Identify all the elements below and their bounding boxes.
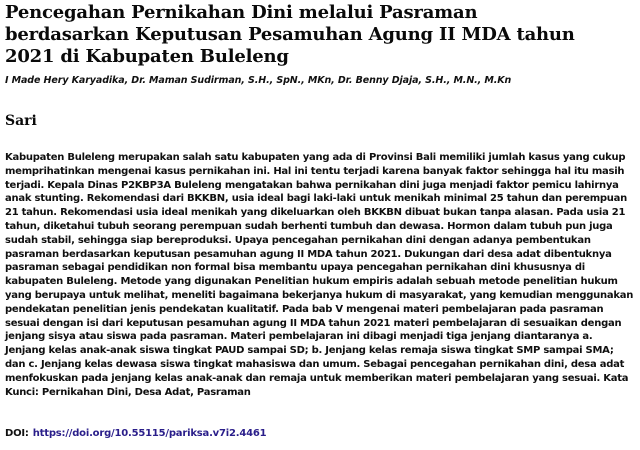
page-title: Pencegahan Pernikahan Dini melalui Pasraman berdasarkan Keputusan Pesamuhan Agung II MDA tahun 2021 di Kabupaten Buleleng — [5, 2, 575, 67]
doi-link[interactable]: https://doi.org/10.55115/pariksa.v7i2.4461 — [32, 428, 267, 439]
abstract-text: Kabupaten Buleleng merupakan salah satu kabupaten yang ada di Provinsi Bali memiliki jumlah kasus yang cukup memprihatinkan mengenai kasus pernikahan ini. Hal ini tentu terjadi karena banyak faktor sehingga hal itu masih terjadi. Kepala Dinas P2KBP3A Buleleng mengatakan bahwa pernikahan dini juga menjadi faktor pemicu lahirnya anak stunting. Rekomendasi dari BKKBN, usia ideal bagi laki-laki untuk menikah minimal 25 tahun dan perempuan 21 tahun. Rekomendasi usia ideal menikah yang dikeluarkan oleh BKKBN dibuat bukan tanpa alasan. Pada usia 21 tahun, diketahui tubuh seorang perempuan sudah berhenti tumbuh dan dewasa. Hormon dalam tubuh pun juga sudah stabil, sehingga siap bereproduksi. Upaya pencegahan pernikahan dini dengan adanya pembentukan pasraman berdasarkan keputusan pesamuhan agung II MDA tahun 2021. Dukungan dari desa adat dibentuknya pasraman sebagai pendidikan non formal bisa membantu upaya pencegahan pernikahan dini khususnya di kabupaten Buleleng. Metode yang digunakan Penelitian hukum empiris adalah sebuah metode penelitian hukum yang berupaya untuk melihat, meneliti bagaimana bekerjanya hukum di masyarakat, yang kemudian menggunakan pendekatan penelitian jenis pendekatan kualitatif. Pada bab V mengenai materi pembelajaran pada pasraman sesuai dengan isi dari keputusan pesamuhan agung II MDA tahun 2021 materi pembelajaran di sesuaikan dengan jenjang sisya atau siswa pada pasraman. Materi pembelajaran ini dibagi menjadi tiga jenjang diantaranya a. Jenjang kelas anak-anak siswa tingkat PAUD sampai SD; b. Jenjang kelas remaja siswa tingkat SMP sampai SMA; dan c. Jenjang kelas dewasa siswa tingkat mahasiswa dan umum. Sebagai pencegahan pernikahan dini, desa adat menfokuskan pada jenjang kelas anak-anak dan remaja untuk memberikan materi pembelajaran yang sesuai. Kata Kunci: Pernikahan Dini, Desa Adat, Pasraman — [5, 152, 634, 398]
abstract-heading: Sari — [5, 113, 37, 129]
doi-label: DOI: — [5, 428, 29, 439]
doi-line — [5, 428, 266, 439]
authors-line: I Made Hery Karyadika, Dr. Maman Sudirman, S.H., SpN., MKn, Dr. Benny Djaja, S.H., M.N., M.Kn — [5, 75, 512, 86]
